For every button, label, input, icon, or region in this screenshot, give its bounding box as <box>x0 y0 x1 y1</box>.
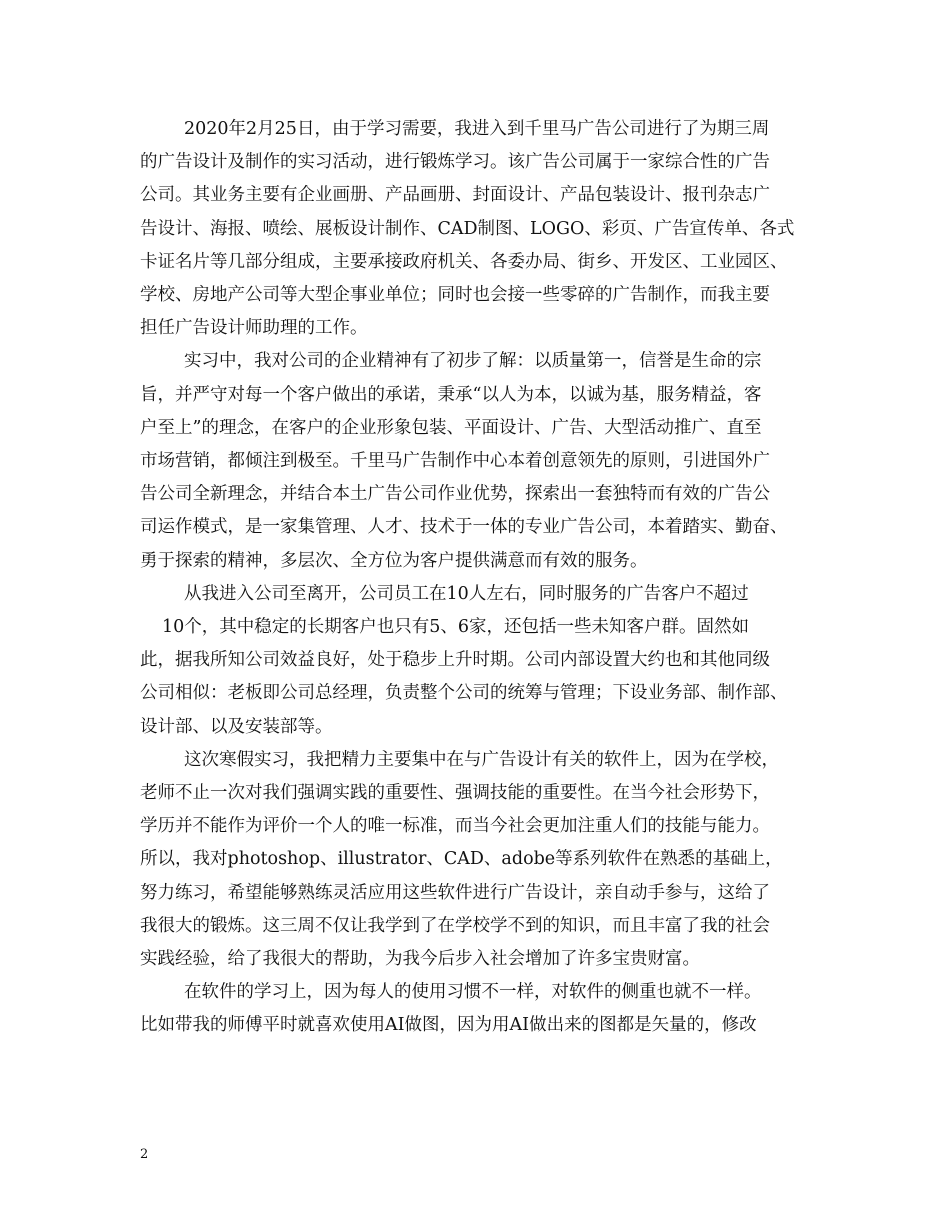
text-line: 2020年2月25日，由于学习需要，我进入到千里马广告公司进行了为期三周 <box>184 119 770 139</box>
text-line: 告公司全新理念，并结合本土广告公司作业优势，探索出一套独特而有效的广告公 <box>140 484 770 505</box>
text-line: 实习中，我对公司的企业精神有了初步了解：以质量第一，信誉是生命的宗 <box>184 351 762 372</box>
text-line: 实践经验，给了我很大的帮助，为我今后步入社会增加了许多宝贵财富。 <box>140 949 700 970</box>
paragraph-company-structure <box>140 578 824 744</box>
text-line: 担任广告设计师助理的工作。 <box>140 318 368 339</box>
text-line: 此，据我所知公司效益良好，处于稳步上升时期。公司内部设置大约也和其他同级 <box>140 650 770 671</box>
text-line: 市场营销，都倾注到极至。千里马广告制作中心本着创意领先的原则，引进国外广 <box>140 451 770 472</box>
text-line: 在软件的学习上，因为每人的使用习惯不一样，对软件的侧重也就不一样。 <box>184 982 762 1003</box>
text-line: 10个，其中稳定的长期客户也只有5、6家，还包括一些未知客户群。固然如 <box>162 617 750 638</box>
text-line: 勇于探索的精神，多层次、全方位为客户提供满意而有效的服务。 <box>140 550 648 571</box>
text-line: 的广告设计及制作的实习活动，进行锻炼学习。该广告公司属于一家综合性的广告 <box>140 152 770 173</box>
paragraph-software-practice <box>140 744 824 976</box>
text-line: 司运作模式，是一家集管理、人才、技术于一体的专业广告公司，本着踏实、勤奋、 <box>140 517 788 538</box>
text-line: 比如带我的师傅平时就喜欢使用AI做图，因为用AI做出来的图都是矢量的，修改 <box>140 1015 757 1036</box>
paragraph-company-spirit <box>140 345 824 577</box>
text-line: 我很大的锻炼。这三周不仅让我学到了在学校学不到的知识，而且丰富了我的社会 <box>140 915 770 936</box>
text-line: 努力练习，希望能够熟练灵活应用这些软件进行广告设计，亲自动手参与，这给了 <box>140 882 770 903</box>
text-line: 学历并不能作为评价一个人的唯一标准，而当今社会更加注重人们的技能与能力。 <box>140 816 770 837</box>
text-line: 所以，我对photoshop、illustrator、CAD、adobe等系列软件在熟悉的基础上， <box>140 849 783 870</box>
text-line: 旨，并严守对每一个客户做出的承诺，秉承“以人为本，以诚为基，服务精益，客 <box>140 384 762 405</box>
text-line: 公司相似：老板即公司总经理，负责整个公司的统筹与管理；下设业务部、制作部、 <box>140 683 788 704</box>
text-line: 公司。其业务主要有企业画册、产品画册、封面设计、产品包装设计、报刊杂志广 <box>140 185 770 206</box>
text-line: 卡证名片等几部分组成，主要承接政府机关、各委办局、街乡、开发区、工业园区、 <box>140 251 788 272</box>
text-line: 老师不止一次对我们强调实践的重要性、强调技能的重要性。在当今社会形势下， <box>140 783 770 804</box>
paragraph-software-learning <box>140 976 824 1042</box>
document-body <box>140 113 824 1043</box>
text-line: 这次寒假实习，我把精力主要集中在与广告设计有关的软件上，因为在学校， <box>184 749 779 770</box>
text-line: 学校、房地产公司等大型企事业单位；同时也会接一些零碎的广告制作，而我主要 <box>140 285 770 306</box>
text-line: 告设计、海报、喷绘、展板设计制作、CAD制图、LOGO、彩页、广告宣传单、各式 <box>140 218 795 239</box>
text-line: 设计部、以及安装部等。 <box>140 716 333 737</box>
text-line: 户至上”的理念，在客户的企业形象包装、平面设计、广告、大型活动推广、直至 <box>140 417 762 438</box>
page-number: 2 <box>140 1147 149 1162</box>
paragraph-internship-intro <box>140 113 824 345</box>
text-line: 从我进入公司至离开，公司员工在10人左右，同时服务的广告客户不超过 <box>184 583 749 604</box>
